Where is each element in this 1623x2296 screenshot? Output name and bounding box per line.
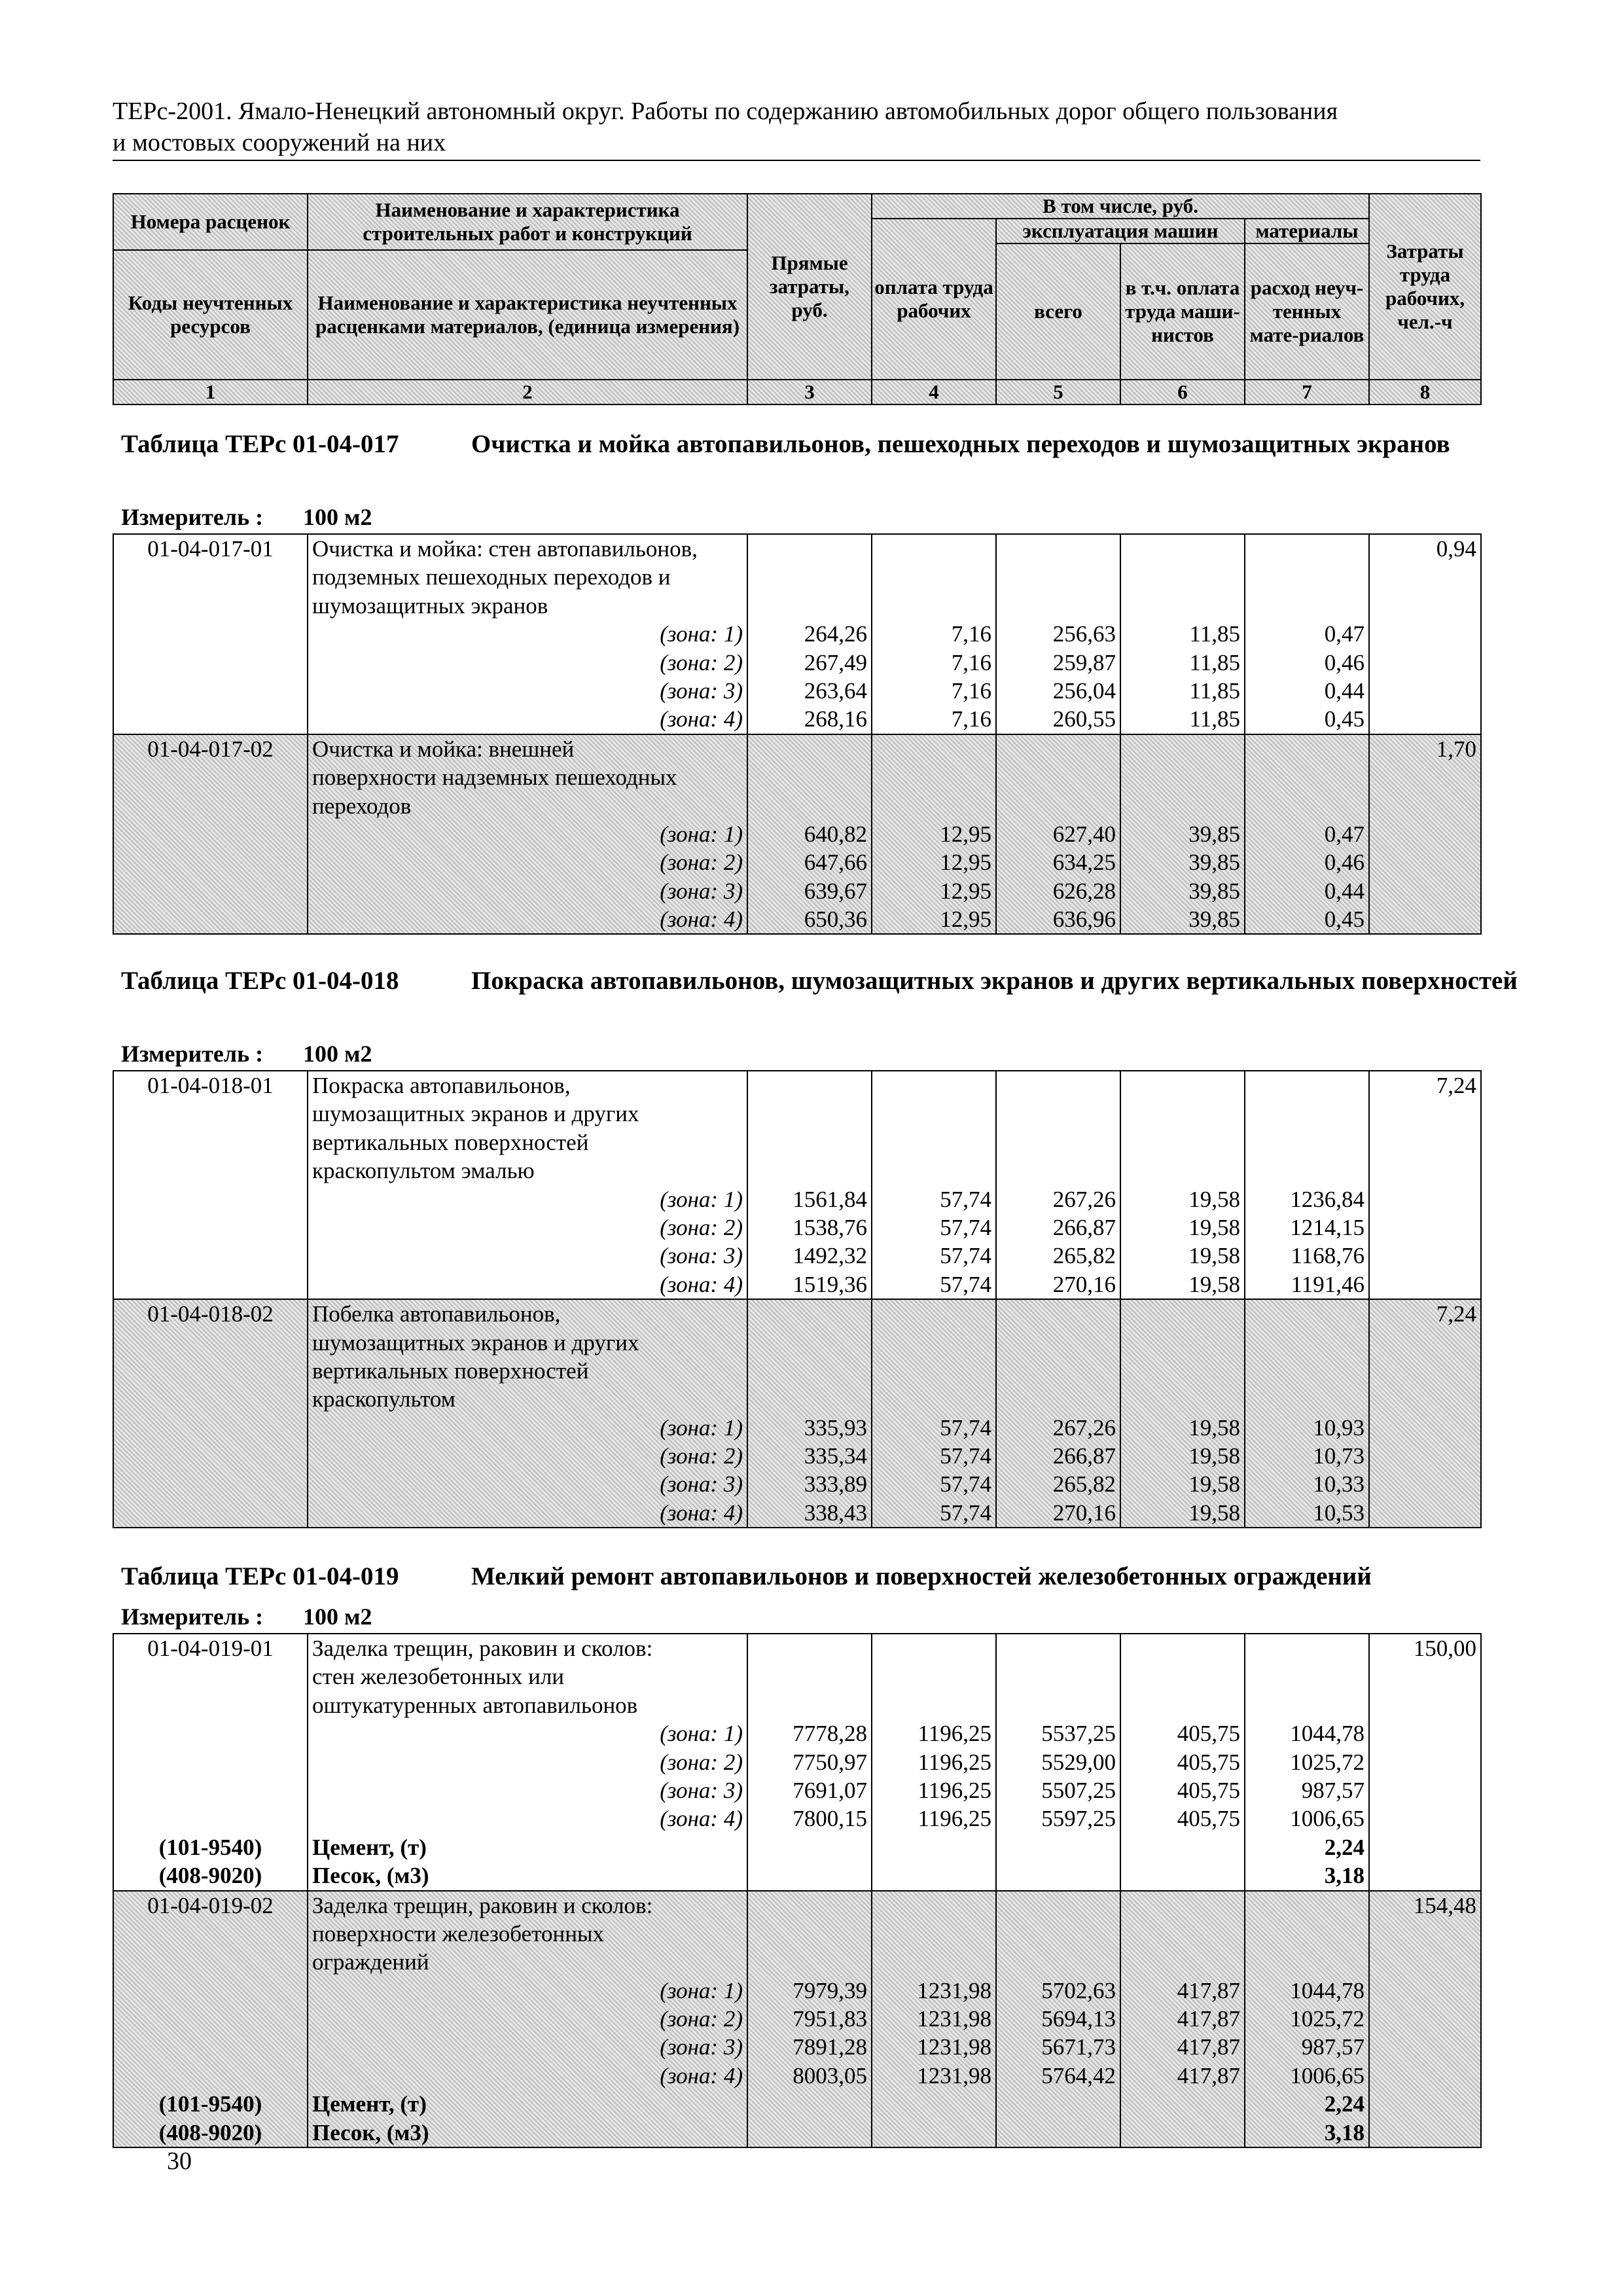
machines-total-cell bbox=[996, 1299, 1120, 1528]
value: 1214,15 bbox=[1290, 1214, 1364, 1240]
rate-code-cell bbox=[113, 1891, 308, 2148]
value: 19,58 bbox=[1188, 1186, 1240, 1212]
value: 647,66 bbox=[804, 850, 867, 876]
resource-qty: 2,24 bbox=[1324, 1834, 1364, 1860]
desc-line: шумозащитных экранов bbox=[312, 592, 548, 619]
value: 650,36 bbox=[804, 906, 867, 933]
value: 1168,76 bbox=[1291, 1243, 1364, 1269]
resource-code: (101-9540) bbox=[158, 1834, 262, 1860]
value: 7,16 bbox=[951, 706, 991, 732]
value: 263,64 bbox=[804, 677, 867, 704]
value: 12,95 bbox=[940, 906, 991, 933]
value: 57,74 bbox=[940, 1471, 991, 1498]
materials-cell bbox=[1245, 534, 1369, 734]
value: 11,85 bbox=[1189, 706, 1240, 732]
table-row bbox=[113, 1634, 1481, 1891]
rate-description bbox=[308, 734, 747, 935]
col-num-4: 4 bbox=[872, 380, 996, 404]
col-num-6: 6 bbox=[1120, 380, 1245, 404]
col-h6: в т.ч. оплата труда маши-нистов bbox=[1120, 243, 1245, 380]
value: 5694,13 bbox=[1041, 2006, 1116, 2032]
resource-code: (408-9020) bbox=[158, 2119, 262, 2145]
value: 57,74 bbox=[940, 1271, 991, 1297]
desc-line: переходов bbox=[312, 793, 412, 819]
zone-label: (зона: 1) bbox=[660, 821, 743, 847]
desc-line: Очистка и мойка: внешней bbox=[312, 736, 575, 762]
value: 639,67 bbox=[804, 878, 867, 904]
zone-label: (зона: 1) bbox=[660, 1977, 743, 2003]
measure-019 bbox=[121, 1604, 372, 1630]
value: 1236,84 bbox=[1290, 1186, 1364, 1212]
desc-line: поверхности надземных пешеходных bbox=[312, 764, 677, 791]
zone-label: (зона: 2) bbox=[660, 1749, 743, 1775]
materials-cell bbox=[1245, 1634, 1369, 1891]
rate-description bbox=[308, 1299, 747, 1528]
direct-costs-cell bbox=[747, 1071, 872, 1299]
desc-line: шумозащитных экранов и других bbox=[312, 1329, 639, 1355]
zone-label: (зона: 4) bbox=[660, 1271, 743, 1297]
value: 5702,63 bbox=[1041, 1977, 1116, 2003]
value: 1231,98 bbox=[917, 2034, 991, 2060]
value: 19,58 bbox=[1188, 1471, 1240, 1498]
value: 19,58 bbox=[1188, 1499, 1240, 1526]
labor-hours-cell bbox=[1369, 734, 1481, 935]
rate-code: 01-04-019-02 bbox=[147, 1892, 274, 1918]
zone-label: (зона: 2) bbox=[660, 649, 743, 675]
table-row bbox=[113, 534, 1481, 734]
rate-description bbox=[308, 1891, 747, 2148]
value: 57,74 bbox=[940, 1499, 991, 1526]
value: 10,73 bbox=[1313, 1443, 1364, 1469]
value: 1025,72 bbox=[1290, 2006, 1364, 2032]
value: 417,87 bbox=[1177, 2006, 1240, 2032]
resource-code: (101-9540) bbox=[158, 2091, 262, 2117]
resource-qty: 3,18 bbox=[1324, 2119, 1364, 2145]
value: 0,44 bbox=[1324, 677, 1364, 704]
value: 39,85 bbox=[1188, 850, 1240, 876]
col-h2a: Наименование и характеристика строительных работ и конструкций bbox=[308, 194, 747, 250]
zone-label: (зона: 4) bbox=[660, 1499, 743, 1526]
value: 7691,07 bbox=[793, 1777, 867, 1803]
value: 987,57 bbox=[1301, 1777, 1364, 1803]
value: 0,45 bbox=[1324, 906, 1364, 933]
value: 7951,83 bbox=[793, 2006, 867, 2032]
direct-costs-cell bbox=[747, 1891, 872, 2148]
value: 1191,46 bbox=[1291, 1271, 1364, 1297]
value: 265,82 bbox=[1052, 1243, 1116, 1269]
rate-code: 01-04-017-01 bbox=[113, 534, 308, 734]
value: 10,33 bbox=[1313, 1471, 1364, 1498]
col-h5: всего bbox=[996, 243, 1120, 380]
value: 57,74 bbox=[940, 1186, 991, 1212]
machines-total-cell bbox=[996, 1071, 1120, 1299]
machines-total-cell bbox=[996, 734, 1120, 935]
value: 267,49 bbox=[804, 649, 867, 675]
value: 11,85 bbox=[1189, 621, 1240, 647]
rate-description bbox=[308, 1634, 747, 1891]
rate-code: 01-04-018-01 bbox=[113, 1071, 308, 1299]
value: 57,74 bbox=[940, 1414, 991, 1441]
measure-label: Измеритель : bbox=[121, 504, 264, 530]
zone-label: (зона: 3) bbox=[660, 1777, 743, 1803]
value: 7979,39 bbox=[793, 1977, 867, 2003]
col-h1b: Коды неучтенных ресурсов bbox=[113, 250, 308, 380]
desc-line: Покраска автопавильонов, bbox=[312, 1073, 571, 1098]
table-name: Покраска автопавильонов, шумозащитных экранов и других вертикальных поверхностей bbox=[471, 967, 1518, 995]
data-table-019 bbox=[113, 1633, 1482, 2148]
direct-costs-cell bbox=[747, 1634, 872, 1891]
zone-label: (зона: 4) bbox=[660, 706, 743, 732]
value: 39,85 bbox=[1188, 821, 1240, 847]
col-mat: материалы bbox=[1245, 219, 1369, 243]
table-number: Таблица ТЕРс 01-04-018 bbox=[121, 967, 399, 995]
value: 417,87 bbox=[1177, 1977, 1240, 2003]
labor-pay-cell bbox=[872, 1891, 996, 2148]
value: 10,93 bbox=[1313, 1414, 1364, 1441]
labor-pay-cell bbox=[872, 1299, 996, 1528]
table-name: Очистка и мойка автопавильонов, пешеходных переходов и шумозащитных экранов bbox=[471, 430, 1450, 458]
machinist-pay-cell bbox=[1120, 1071, 1245, 1299]
rate-description bbox=[308, 534, 747, 734]
value: 1196,25 bbox=[918, 1749, 991, 1775]
table-row bbox=[113, 1891, 1481, 2148]
value: 1231,98 bbox=[917, 2006, 991, 2032]
rate-code-cell bbox=[113, 1634, 308, 1891]
value: 7,16 bbox=[951, 621, 991, 647]
value: 417,87 bbox=[1177, 2034, 1240, 2060]
resource-qty: 2,24 bbox=[1324, 2091, 1364, 2117]
zone-label: (зона: 1) bbox=[660, 621, 743, 647]
value: 0,45 bbox=[1324, 706, 1364, 732]
value: 0,46 bbox=[1324, 649, 1364, 675]
measure-017 bbox=[121, 504, 372, 530]
machinist-pay-cell bbox=[1120, 1891, 1245, 2148]
direct-costs-cell bbox=[747, 1299, 872, 1528]
col-h1: Номера расценок bbox=[113, 194, 308, 250]
value: 150,00 bbox=[1413, 1636, 1476, 1661]
col-num-8: 8 bbox=[1369, 380, 1481, 404]
zone-label: (зона: 3) bbox=[660, 2034, 743, 2060]
value: 335,93 bbox=[804, 1414, 867, 1441]
materials-cell bbox=[1245, 1299, 1369, 1528]
machinist-pay-cell bbox=[1120, 734, 1245, 935]
value: 57,74 bbox=[940, 1243, 991, 1269]
data-table-018 bbox=[113, 1070, 1482, 1528]
col-h4: оплата труда рабочих bbox=[872, 219, 996, 380]
resource-code: (408-9020) bbox=[158, 1863, 262, 1889]
measure-value: 100 м2 bbox=[303, 504, 372, 530]
zone-label: (зона: 2) bbox=[660, 850, 743, 876]
zone-label: (зона: 3) bbox=[660, 677, 743, 704]
desc-line: Побелка автопавильонов, bbox=[312, 1301, 561, 1327]
value: 11,85 bbox=[1189, 677, 1240, 704]
value: 1006,65 bbox=[1290, 2062, 1364, 2089]
value: 268,16 bbox=[804, 706, 867, 732]
value: 5537,25 bbox=[1041, 1721, 1116, 1747]
value: 7,16 bbox=[951, 677, 991, 704]
col-h7: расход неуч-тенных мате-риалов bbox=[1245, 243, 1369, 380]
value: 19,58 bbox=[1188, 1271, 1240, 1297]
col-num-1: 1 bbox=[113, 380, 308, 404]
value: 627,40 bbox=[1052, 821, 1116, 847]
value: 5529,00 bbox=[1041, 1749, 1116, 1775]
value: 256,63 bbox=[1052, 621, 1116, 647]
value: 1538,76 bbox=[793, 1214, 867, 1240]
value: 256,04 bbox=[1052, 677, 1116, 704]
desc-line: Заделка трещин, раковин и сколов: bbox=[312, 1636, 653, 1661]
zone-label: (зона: 1) bbox=[660, 1186, 743, 1212]
machines-total-cell bbox=[996, 1891, 1120, 2148]
materials-cell bbox=[1245, 1891, 1369, 2148]
value: 1519,36 bbox=[793, 1271, 867, 1297]
labor-hours-cell bbox=[1369, 1299, 1481, 1528]
value: 5507,25 bbox=[1041, 1777, 1116, 1803]
value: 1025,72 bbox=[1290, 1749, 1364, 1775]
value: 267,26 bbox=[1052, 1186, 1116, 1212]
value: 405,75 bbox=[1177, 1721, 1240, 1747]
desc-line: ограждений bbox=[312, 1949, 429, 1975]
table-name: Мелкий ремонт автопавильонов и поверхностей железобетонных ограждений bbox=[471, 1562, 1372, 1590]
desc-line: шумозащитных экранов и других bbox=[312, 1101, 639, 1127]
zone-label: (зона: 2) bbox=[660, 1214, 743, 1240]
value: 405,75 bbox=[1177, 1749, 1240, 1775]
value: 1,70 bbox=[1436, 736, 1476, 762]
rate-code: 01-04-017-02 bbox=[113, 734, 308, 935]
desc-line: поверхности железобетонных bbox=[312, 1920, 604, 1946]
zone-label: (зона: 4) bbox=[660, 906, 743, 933]
value: 12,95 bbox=[940, 821, 991, 847]
labor-pay-cell bbox=[872, 1634, 996, 1891]
value: 12,95 bbox=[940, 850, 991, 876]
value: 7,24 bbox=[1436, 1301, 1476, 1327]
value: 19,58 bbox=[1188, 1443, 1240, 1469]
value: 1196,25 bbox=[918, 1721, 991, 1747]
measure-label: Измеритель : bbox=[121, 1604, 264, 1630]
col-mach: эксплуатация машин bbox=[996, 219, 1245, 243]
value: 270,16 bbox=[1052, 1499, 1116, 1526]
machines-total-cell bbox=[996, 1634, 1120, 1891]
value: 266,87 bbox=[1052, 1214, 1116, 1240]
col-incl: В том числе, руб. bbox=[872, 194, 1369, 219]
value: 626,28 bbox=[1052, 878, 1116, 904]
data-table-017 bbox=[113, 533, 1482, 935]
value: 636,96 bbox=[1052, 906, 1116, 933]
value: 266,87 bbox=[1052, 1443, 1116, 1469]
table-row bbox=[113, 1299, 1481, 1528]
materials-cell bbox=[1245, 1071, 1369, 1299]
value: 7891,28 bbox=[793, 2034, 867, 2060]
zone-label: (зона: 3) bbox=[660, 1243, 743, 1269]
value: 259,87 bbox=[1052, 649, 1116, 675]
table-number: Таблица ТЕРс 01-04-019 bbox=[121, 1562, 399, 1590]
zone-label: (зона: 1) bbox=[660, 1414, 743, 1441]
value: 338,43 bbox=[804, 1499, 867, 1526]
zone-label: (зона: 1) bbox=[660, 1721, 743, 1747]
value: 265,82 bbox=[1052, 1471, 1116, 1498]
value: 267,26 bbox=[1052, 1414, 1116, 1441]
desc-line: Очистка и мойка: стен автопавильонов, bbox=[312, 536, 698, 562]
running-header-line1: ТЕРс-2001. Ямало-Ненецкий автономный округ. Работы по содержанию автомобильных дорог общего пользования bbox=[113, 98, 1338, 125]
rate-code: 01-04-019-01 bbox=[147, 1636, 274, 1661]
col-h2b: Наименование и характеристика неучтенных расценками материалов, (единица измерения) bbox=[308, 250, 747, 380]
table-number: Таблица ТЕРс 01-04-017 bbox=[121, 430, 399, 458]
table-row bbox=[113, 734, 1481, 935]
value: 39,85 bbox=[1188, 878, 1240, 904]
zone-label: (зона: 2) bbox=[660, 1443, 743, 1469]
labor-hours-cell bbox=[1369, 1071, 1481, 1299]
col-h3: Прямые затраты, руб. bbox=[747, 194, 872, 380]
labor-pay-cell bbox=[872, 734, 996, 935]
value: 19,58 bbox=[1188, 1214, 1240, 1240]
desc-line: оштукатуренных автопавильонов bbox=[312, 1692, 638, 1718]
value: 405,75 bbox=[1177, 1777, 1240, 1803]
desc-line: краскопультом bbox=[312, 1386, 455, 1412]
rate-description bbox=[308, 1071, 747, 1299]
resource-name: Цемент, (т) bbox=[312, 1834, 427, 1860]
value: 5597,25 bbox=[1041, 1806, 1116, 1832]
value: 1196,25 bbox=[918, 1806, 991, 1832]
value: 1044,78 bbox=[1290, 1977, 1364, 2003]
value: 0,44 bbox=[1324, 878, 1364, 904]
resource-qty: 3,18 bbox=[1324, 1863, 1364, 1889]
value: 7750,97 bbox=[793, 1749, 867, 1775]
value: 405,75 bbox=[1177, 1806, 1240, 1832]
col-h8: Затраты труда рабочих, чел.-ч bbox=[1369, 194, 1481, 380]
value: 7,16 bbox=[951, 649, 991, 675]
desc-line: вертикальных поверхностей bbox=[312, 1357, 589, 1384]
machinist-pay-cell bbox=[1120, 534, 1245, 734]
zone-label: (зона: 2) bbox=[660, 2006, 743, 2032]
value: 1006,65 bbox=[1290, 1806, 1364, 1832]
value: 7778,28 bbox=[793, 1721, 867, 1747]
direct-costs-cell bbox=[747, 734, 872, 935]
direct-costs-cell bbox=[747, 534, 872, 734]
machines-total-cell bbox=[996, 534, 1120, 734]
zone-label: (зона: 3) bbox=[660, 878, 743, 904]
measure-018 bbox=[121, 1041, 372, 1067]
labor-pay-cell bbox=[872, 534, 996, 734]
desc-line: краскопультом эмалью bbox=[312, 1158, 535, 1184]
value: 12,95 bbox=[940, 878, 991, 904]
value: 7800,15 bbox=[793, 1806, 867, 1832]
value: 0,94 bbox=[1436, 536, 1476, 562]
column-header-table bbox=[113, 193, 1482, 405]
labor-hours-cell bbox=[1369, 1891, 1481, 2148]
labor-pay-cell bbox=[872, 1071, 996, 1299]
value: 1231,98 bbox=[917, 2062, 991, 2089]
value: 19,58 bbox=[1188, 1243, 1240, 1269]
col-num-3: 3 bbox=[747, 380, 872, 404]
machinist-pay-cell bbox=[1120, 1634, 1245, 1891]
col-num-7: 7 bbox=[1245, 380, 1369, 404]
value: 260,55 bbox=[1052, 706, 1116, 732]
value: 39,85 bbox=[1188, 906, 1240, 933]
desc-line: подземных пешеходных переходов и bbox=[312, 564, 671, 590]
value: 987,57 bbox=[1301, 2034, 1364, 2060]
measure-value: 100 м2 bbox=[303, 1041, 372, 1067]
value: 1492,32 bbox=[793, 1243, 867, 1269]
value: 1231,98 bbox=[917, 1977, 991, 2003]
measure-value: 100 м2 bbox=[303, 1604, 372, 1630]
desc-line: стен железобетонных или bbox=[312, 1664, 565, 1690]
value: 57,74 bbox=[940, 1443, 991, 1469]
running-header-line2: и мостовых сооружений на них bbox=[113, 129, 446, 156]
rate-code: 01-04-018-02 bbox=[113, 1299, 308, 1528]
value: 154,48 bbox=[1413, 1892, 1476, 1918]
value: 7,24 bbox=[1436, 1073, 1476, 1098]
zone-label: (зона: 3) bbox=[660, 1471, 743, 1498]
running-header bbox=[113, 96, 1480, 161]
zone-label: (зона: 4) bbox=[660, 2062, 743, 2089]
value: 1561,84 bbox=[793, 1186, 867, 1212]
desc-line: Заделка трещин, раковин и сколов: bbox=[312, 1892, 653, 1918]
desc-line: вертикальных поверхностей bbox=[312, 1129, 589, 1155]
zone-label: (зона: 4) bbox=[660, 1806, 743, 1832]
value: 5671,73 bbox=[1041, 2034, 1116, 2060]
value: 8003,05 bbox=[793, 2062, 867, 2089]
value: 19,58 bbox=[1188, 1414, 1240, 1441]
resource-name: Песок, (м3) bbox=[312, 2119, 429, 2145]
labor-hours-cell bbox=[1369, 1634, 1481, 1891]
value: 0,46 bbox=[1324, 850, 1364, 876]
col-num-2: 2 bbox=[308, 380, 747, 404]
value: 10,53 bbox=[1313, 1499, 1364, 1526]
col-num-5: 5 bbox=[996, 380, 1120, 404]
value: 417,87 bbox=[1177, 2062, 1240, 2089]
value: 634,25 bbox=[1052, 850, 1116, 876]
value: 11,85 bbox=[1189, 649, 1240, 675]
value: 1196,25 bbox=[918, 1777, 991, 1803]
value: 333,89 bbox=[804, 1471, 867, 1498]
table-row bbox=[113, 1071, 1481, 1299]
value: 57,74 bbox=[940, 1214, 991, 1240]
value: 270,16 bbox=[1052, 1271, 1116, 1297]
page-number: 30 bbox=[167, 2147, 192, 2175]
labor-hours-cell bbox=[1369, 534, 1481, 734]
measure-label: Измеритель : bbox=[121, 1041, 264, 1067]
materials-cell bbox=[1245, 734, 1369, 935]
value: 640,82 bbox=[804, 821, 867, 847]
value: 264,26 bbox=[804, 621, 867, 647]
machinist-pay-cell bbox=[1120, 1299, 1245, 1528]
value: 0,47 bbox=[1324, 621, 1364, 647]
value: 0,47 bbox=[1324, 821, 1364, 847]
value: 1044,78 bbox=[1290, 1721, 1364, 1747]
resource-name: Песок, (м3) bbox=[312, 1863, 429, 1889]
resource-name: Цемент, (т) bbox=[312, 2091, 427, 2117]
value: 335,34 bbox=[804, 1443, 867, 1469]
value: 5764,42 bbox=[1041, 2062, 1116, 2089]
